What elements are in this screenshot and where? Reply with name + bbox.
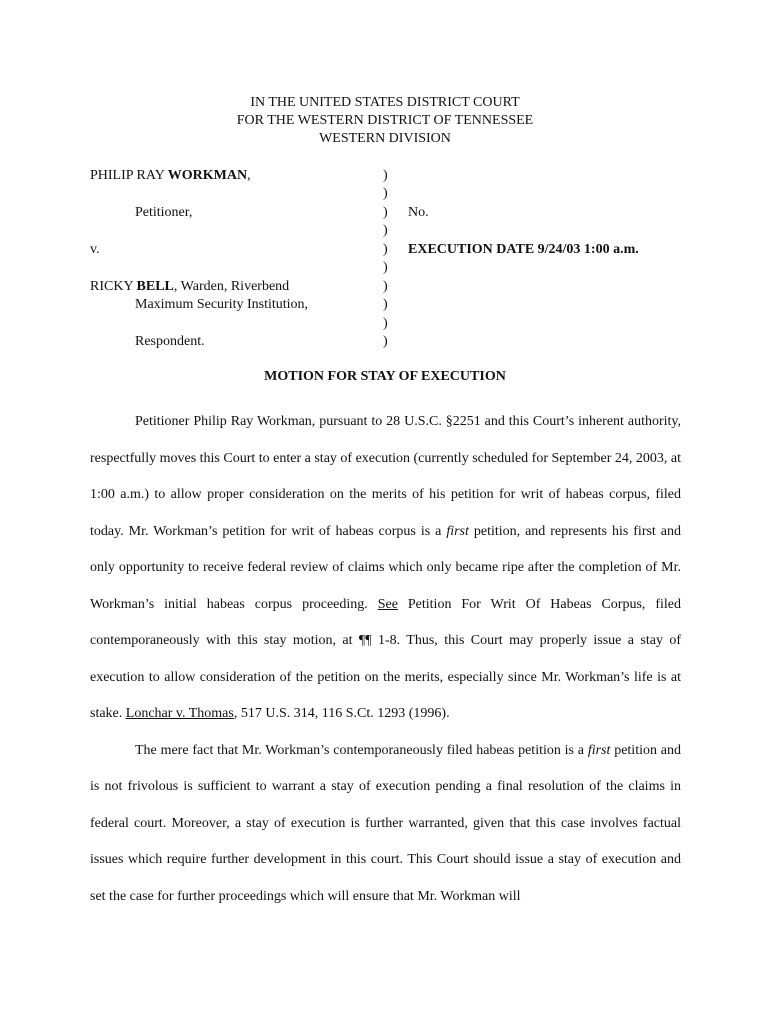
paragraph-2: The mere fact that Mr. Workman’s contemporaneously filed habeas petition is a first petition and is not frivolous is sufficient to warrant a stay of execution pending a final resolution of the claims in federal court. Moreover, a stay of execution is further warranted, given that this case involves factual issues which require further development in this court. This Court should issue a stay of execution and set the case for further proceedings which will ensure that Mr. Workman will	[90, 742, 681, 904]
execution-date: EXECUTION DATE 9/24/03 1:00 a.m.	[408, 242, 639, 257]
court-line-3: WESTERN DIVISION	[319, 131, 451, 146]
caption-paren: )	[383, 260, 388, 275]
case-citation: Lonchar v. Thomas	[125, 706, 234, 721]
caption-paren: )	[383, 279, 388, 294]
motion-body	[90, 404, 681, 915]
caption-paren: )	[383, 186, 388, 201]
court-line-2: FOR THE WESTERN DISTRICT OF TENNESSEE	[236, 113, 534, 128]
petitioner-name: PHILIP RAY WORKMAN,	[90, 168, 251, 183]
caption-paren: )	[383, 297, 388, 312]
respondent-role: Respondent.	[135, 334, 205, 349]
respondent-institution: Maximum Security Institution,	[135, 297, 309, 312]
caption-paren: )	[383, 316, 388, 331]
caption-paren: )	[383, 334, 388, 349]
motion-title: MOTION FOR STAY OF EXECUTION	[264, 369, 506, 384]
respondent-name: RICKY BELL, Warden, Riverbend	[90, 279, 290, 294]
case-number: No.	[408, 205, 429, 220]
paragraph-1: Petitioner Philip Ray Workman, pursuant to 28 U.S.C. §2251 and this Court’s inherent authority, respectfully moves this Court to enter a stay of execution (currently scheduled for September 24, 2003, at 1:00 a.m.) to allow proper consideration on the merits of his petition for writ of habeas corpus, filed today. Mr. Workman’s petition for writ of habeas corpus is a first petition, and represents his first and only opportunity to receive federal review of claims which only became ripe after the completion of Mr. Workman’s initial habeas corpus proceeding. See Petition For Writ Of Habeas Corpus, filed contemporaneously with this stay motion, at ¶¶ 1-8. Thus, this Court may properly issue a stay of execution to allow consideration of the petition on the merits, especially since Mr. Workman’s life is at stake. Lonchar v. Thomas, 517 U.S. 314, 116 S.Ct. 1293 (1996).	[90, 414, 681, 721]
emphasis-first: first	[446, 523, 469, 539]
caption-paren: )	[383, 205, 388, 220]
case-caption	[90, 168, 690, 358]
caption-paren: )	[383, 223, 388, 238]
versus: v.	[90, 242, 100, 257]
signal-see: See	[377, 596, 398, 612]
caption-paren: )	[383, 242, 388, 257]
court-header	[0, 94, 770, 148]
court-line-1: IN THE UNITED STATES DISTRICT COURT	[250, 95, 520, 110]
emphasis-first: first	[587, 742, 611, 758]
caption-paren: )	[383, 168, 388, 183]
petitioner-role: Petitioner,	[135, 205, 193, 220]
